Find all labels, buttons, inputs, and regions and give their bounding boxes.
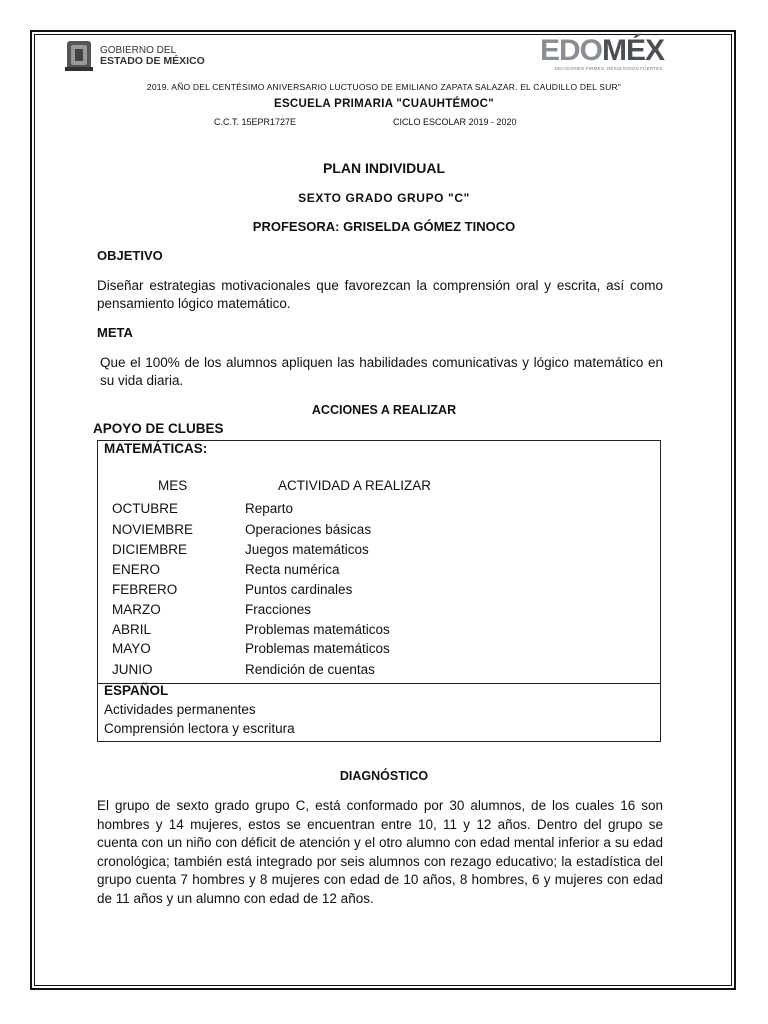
actions-heading: ACCIONES A REALIZAR bbox=[311, 403, 457, 417]
table-row-month: OCTUBRE bbox=[112, 501, 179, 516]
edomex-logo-left: EDO bbox=[539, 34, 602, 67]
edomex-logo bbox=[528, 36, 664, 71]
list-item: Comprensión lectora y escritura bbox=[104, 721, 295, 736]
cct-code: C.C.T. 15EPR1727E bbox=[214, 117, 297, 127]
table-row-month: ENERO bbox=[112, 562, 161, 577]
clubs-heading: APOYO DE CLUBES bbox=[93, 421, 224, 436]
list-item: Actividades permanentes bbox=[104, 702, 256, 717]
school-name: ESCUELA PRIMARIA "CUAUHTÉMOC" bbox=[273, 98, 494, 110]
table-row-activity: Problemas matemáticos bbox=[245, 641, 390, 656]
goal-heading: META bbox=[97, 325, 133, 340]
col-month-header: MES bbox=[158, 478, 188, 493]
objective-heading: OBJETIVO bbox=[97, 248, 163, 263]
gob-logo-line1: GOBIERNO DEL bbox=[100, 45, 177, 56]
diagnosis-heading: DIAGNÓSTICO bbox=[339, 769, 429, 783]
teacher-title: PROFESORA: GRISELDA GÓMEZ TINOCO bbox=[252, 219, 516, 234]
table-row-month: ABRIL bbox=[112, 622, 152, 637]
table-row-activity: Recta numérica bbox=[245, 562, 340, 577]
state-seal-icon bbox=[64, 39, 94, 73]
table-divider bbox=[97, 683, 661, 684]
edomex-slogan: DECISIONES FIRMES, RESULTADOS FUERTES. bbox=[554, 66, 664, 71]
gobierno-logo bbox=[64, 38, 205, 74]
objective-text: Diseñar estrategias motivacionales que favorezcan la comprensión oral y escrita, así como pensamiento lógico matemático. bbox=[97, 278, 663, 311]
table-row-activity: Operaciones básicas bbox=[245, 522, 372, 537]
table-row-month: DICIEMBRE bbox=[112, 542, 188, 557]
year-motto: 2019. AÑO DEL CENTÉSIMO ANIVERSARIO LUCTUOSO DE EMILIANO ZAPATA SALAZAR. EL CAUDILLO DEL SUR" bbox=[146, 82, 622, 92]
grade-title: SEXTO GRADO GRUPO "C" bbox=[298, 191, 470, 205]
diagnosis-text: El grupo de sexto grado grupo C, está conformado por 30 alumnos, de los cuales 16 son hombres y 14 mujeres, estos se encuentran entre 10, 11 y 12 años. Dentro del grupo se cuenta con un niño con déficit de atención y el otro alumno con edad mental inferior a su edad cronológica; también está integrado por seis alumnos con rezago educativo; la estadística del grupo cuenta 7 hombres y 8 mujeres con edad de 10 años, 8 hombres, 6 y mujeres con edad de 11 años y un alumno con edad de 12 años. bbox=[97, 798, 663, 906]
spanish-heading: ESPAÑOL bbox=[104, 683, 169, 698]
edomex-logo-right: MÉX bbox=[601, 34, 664, 67]
col-activity-header: ACTIVIDAD A REALIZAR bbox=[278, 478, 432, 493]
table-row-month: MARZO bbox=[112, 602, 161, 617]
goal-text: Que el 100% de los alumnos apliquen las habilidades comunicativas y lógico matemático en su vida diaria. bbox=[100, 355, 663, 388]
table-row-activity: Juegos matemáticos bbox=[245, 542, 369, 557]
table-row-month: NOVIEMBRE bbox=[112, 522, 194, 537]
table-row-activity: Puntos cardinales bbox=[245, 582, 353, 597]
table-row-activity: Rendición de cuentas bbox=[245, 662, 375, 677]
table-row-activity: Reparto bbox=[245, 501, 294, 516]
gob-logo-line2: ESTADO DE MÉXICO bbox=[100, 55, 205, 67]
plan-title: PLAN INDIVIDUAL bbox=[322, 160, 446, 176]
school-year: CICLO ESCOLAR 2019 - 2020 bbox=[393, 117, 517, 127]
math-heading: MATEMÁTICAS: bbox=[104, 441, 208, 456]
table-row-month: FEBRERO bbox=[112, 582, 178, 597]
table-row-month: MAYO bbox=[112, 641, 151, 656]
table-row-activity: Fracciones bbox=[245, 602, 312, 617]
table-row-month: JUNIO bbox=[112, 662, 153, 677]
table-row-activity: Problemas matemáticos bbox=[245, 622, 390, 637]
